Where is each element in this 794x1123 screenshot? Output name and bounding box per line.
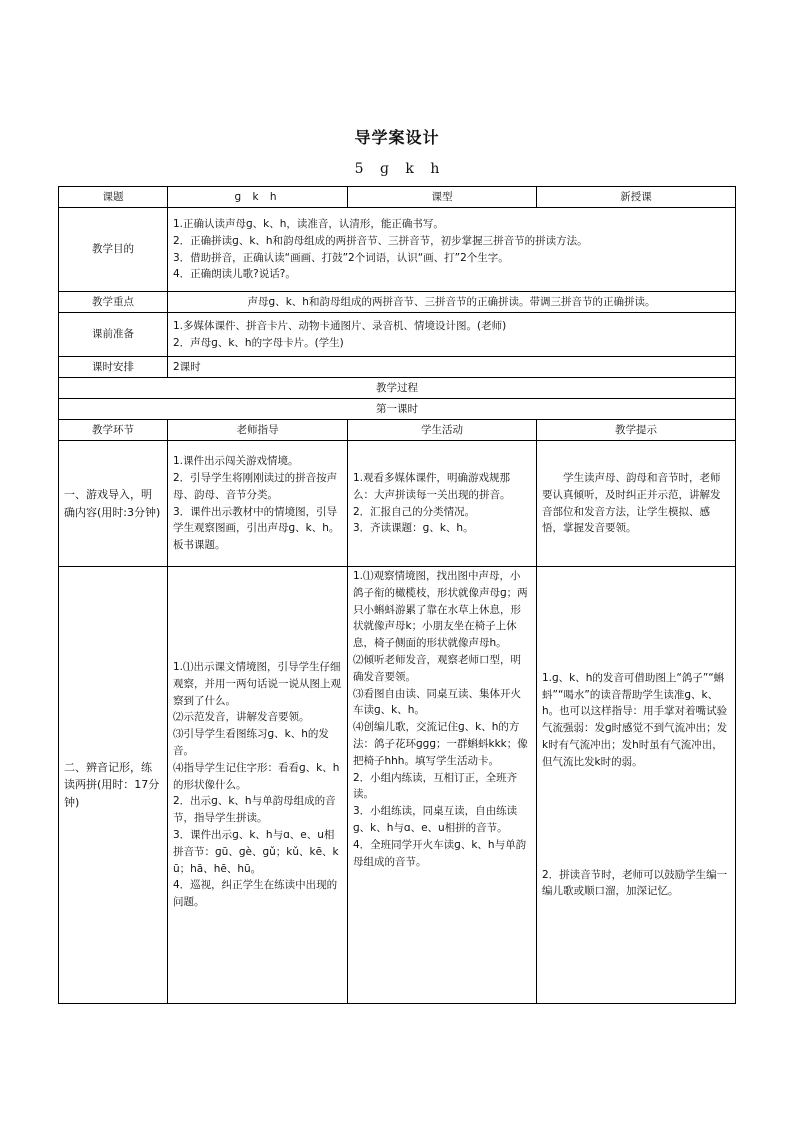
teacher-step: 3．课件出示ɡ、k、h与ɑ、e、u相拼音节：ɡū、ɡè、ɡǔ；kǔ、kē、kū；hā、hē、hū。 — [173, 828, 339, 875]
teacher-step: 3．课件出示教材中的情境图，引导学生观察图画，引出声母ɡ、k、h。板书课题。 — [173, 505, 340, 552]
topic-label: 课题 — [59, 187, 168, 208]
goal-item: 2．正确拼读ɡ、k、h和韵母组成的两拼音节、三拼音节，初步掌握三拼音节的拼读方法。 — [173, 234, 588, 247]
goals-cell — [168, 208, 736, 292]
page-subtitle: 5 ɡ k h — [354, 161, 440, 177]
table-row — [59, 441, 736, 567]
focus-value: 声母ɡ、k、h和韵母组成的两拼音节、三拼音节的正确拼读。带调三拼音节的正确拼读。 — [168, 292, 736, 313]
prep-row — [59, 313, 736, 357]
prep-item: 1.多媒体课件、拼音卡片、动物卡通图片、录音机、情境设计图。(老师) — [173, 319, 507, 332]
col-tips-header: 教学提示 — [537, 420, 736, 441]
process-header-row — [59, 420, 736, 441]
student-step: 1.⑴观察情境图，找出图中声母，小鸽子衔的橄榄枝，形状就像声母ɡ；两只小蝌蚪游累了靠在水草上休息，形状就像声母k；小朋友坐在椅子上休息，椅子侧面的形状就像声母h。 — [353, 570, 528, 650]
col-teacher-header: 老师指导 — [168, 420, 348, 441]
prep-cell — [168, 313, 736, 357]
student-cell — [348, 567, 537, 1004]
teacher-cell — [168, 567, 348, 1004]
focus-label: 教学重点 — [59, 292, 168, 313]
schedule-label: 课时安排 — [59, 357, 168, 378]
topic-row — [59, 187, 736, 208]
student-step: 4．全班同学开火车读ɡ、k、h与单韵母组成的音节。 — [353, 838, 527, 868]
table-row — [59, 567, 736, 1004]
topic-value: ɡ k h — [168, 187, 348, 208]
goals-label: 教学目的 — [59, 208, 168, 292]
goals-row — [59, 208, 736, 292]
process-heading: 教学过程 — [59, 378, 736, 399]
teacher-step: 4．巡视，纠正学生在练读中出现的问题。 — [173, 879, 338, 909]
col-student-header: 学生活动 — [348, 420, 537, 441]
teacher-step: ⑶引导学生看图练习ɡ、k、h的发音。 — [173, 728, 329, 757]
stage-cell: 二、辨音记形，练读两拼(用时：17分钟) — [59, 567, 168, 1004]
goal-item: 1.正确认读声母ɡ、k、h，读准音，认清形，能正确书写。 — [173, 217, 444, 230]
prep-item: 2．声母ɡ、k、h的字母卡片。(学生) — [173, 336, 344, 349]
tip-item: 2．拼读音节时，老师可以鼓励学生编一编儿歌或顺口溜，加深记忆。 — [542, 868, 728, 898]
stage-cell: 一、游戏导入，明确内容(用时:3分钟) — [59, 441, 168, 567]
lesson-plan-table — [58, 186, 736, 1004]
teacher-cell — [168, 441, 348, 567]
student-step: 3．齐读课题：ɡ、k、h。 — [353, 522, 474, 535]
prep-label: 课前准备 — [59, 313, 168, 357]
student-step: 2．汇报自己的分类情况。 — [353, 505, 476, 518]
student-step: 3．小组练读，同桌互读，自由练读ɡ、k、h与ɑ、e、u相拼的音节。 — [353, 805, 518, 834]
tips-cell — [537, 441, 736, 567]
goal-item: 3．借助拼音，正确认读“画画、打鼓”2个词语，认识“画、打”2个生字。 — [173, 251, 509, 264]
tip-item: 学生读声母、韵母和音节时，老师要认真倾听，及时纠正并示范，讲解发音部位和发音方法，让学生模拟、感悟，掌握发音要领。 — [542, 471, 721, 535]
teacher-step: 1.课件出示闯关游戏情境。 — [173, 455, 299, 468]
focus-row — [59, 292, 736, 313]
lesson-heading: 第一课时 — [59, 399, 736, 420]
schedule-row — [59, 357, 736, 378]
student-cell — [348, 441, 537, 567]
schedule-value: 2课时 — [168, 357, 736, 378]
student-step: 2．小组内练读，互相订正，全班齐读。 — [353, 771, 518, 801]
teacher-step: ⑵示范发音，讲解发音要领。 — [173, 711, 310, 724]
teacher-step: 2．出示ɡ、k、h与单韵母组成的音节，指导学生拼读。 — [173, 795, 336, 825]
tip-item: 1.ɡ、k、h的发音可借助图上“鸽子”“蝌蚪”“喝水”的读音帮助学生读准ɡ、k、h。也可以这样指导：用手掌对着嘴试验气流强弱：发ɡ时感觉不到气流冲出；发k时有气流冲出；发h时虽有气流冲出，但气流比发k时的弱。 — [542, 671, 728, 768]
type-value: 新授课 — [537, 187, 736, 208]
student-step: ⑶看图自由读、同桌互读、集体开火车读ɡ、k、h。 — [353, 687, 521, 717]
process-heading-row — [59, 378, 736, 399]
col-stage-header: 教学环节 — [59, 420, 168, 441]
tips-cell — [537, 567, 736, 1004]
teacher-step: 1.⑴出示课文情境图，引导学生仔细观察，并用一两句话说一说从图上观察到了什么。 — [173, 661, 341, 707]
lesson-heading-row — [59, 399, 736, 420]
page-title: 导学案设计 — [354, 128, 440, 147]
student-step: ⑷创编儿歌，交流记住ɡ、k、h的方法：鸽子花环ɡɡɡ；一群蝌蚪kkk；像把椅子hhh。填写学生活动卡。 — [353, 721, 528, 767]
student-step: ⑵倾听老师发音，观察老师口型，明确发音要领。 — [353, 653, 521, 683]
student-step: 1.观看多媒体课件，明确游戏规那么：大声拼读每一关出现的拼音。 — [353, 471, 511, 501]
goal-item: 4．正确朗读儿歌?说话?。 — [173, 268, 296, 281]
type-label: 课型 — [348, 187, 537, 208]
teacher-step: 2．引导学生将刚刚读过的拼音按声母、韵母、音节分类。 — [173, 471, 338, 501]
teacher-step: ⑷指导学生记住字形：看看ɡ、k、h的形状像什么。 — [173, 761, 340, 791]
